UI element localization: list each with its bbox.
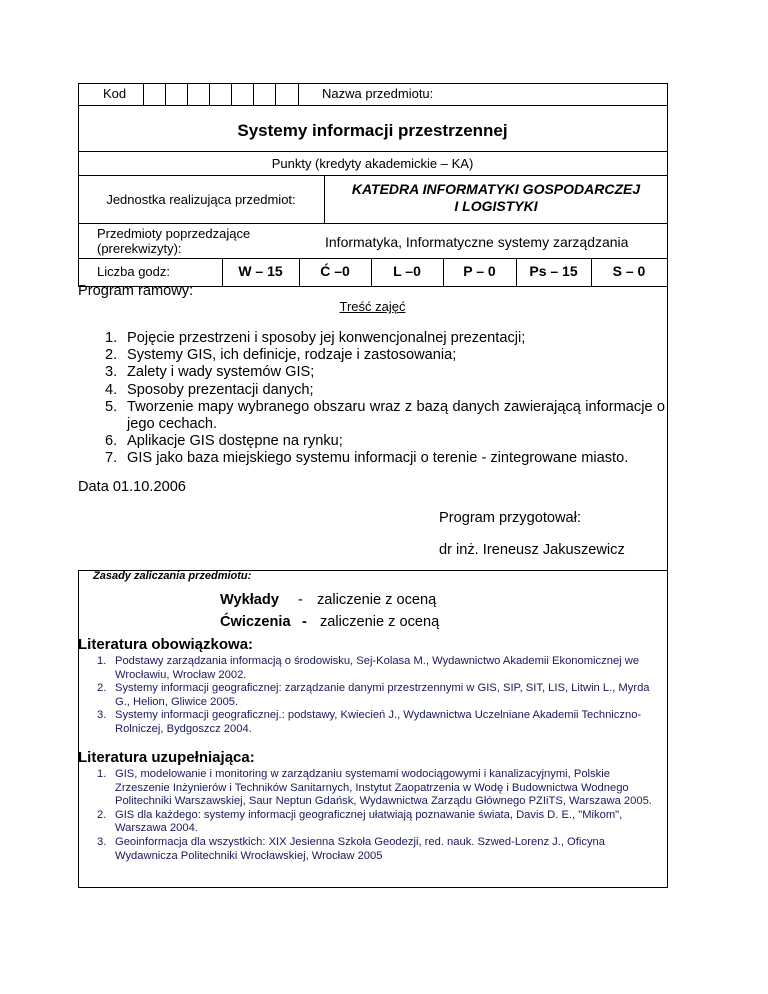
list-item: 2. Systemy GIS, ich definicje, rodzaje i zastosowania; bbox=[105, 347, 457, 364]
author: dr inż. Ireneusz Jakuszewicz bbox=[439, 542, 625, 558]
cwiczenia-dash: - bbox=[302, 614, 307, 630]
kod-boxes bbox=[143, 83, 299, 105]
list-item: 3. Zalety i wady systemów GIS; bbox=[105, 364, 315, 381]
frame-left-lower bbox=[78, 571, 79, 888]
list-item: 1. GIS, modelowanie i monitoring w zarządzaniu systemami wodociągowymi i kanalizacyjnymi, Polskie Zrzeszenie Inżynierów i Techników Sanitarnych, Instytut Zaopatrzenia w Wodę i Budownictwa Wodnego Politechniki Warszawskiej, Saur Neptun Gdańsk, Wydawnictwa Zarządu Głównego PZIiTS, Warszawa 2005. bbox=[97, 768, 652, 808]
wyklady-value: zaliczenie z oceną bbox=[317, 592, 437, 608]
cwiczenia-name: Ćwiczenia bbox=[220, 614, 291, 630]
row-divider bbox=[78, 175, 667, 176]
cwiczenia-value: zaliczenie z oceną bbox=[320, 614, 440, 630]
hours-label: Liczba godz: bbox=[97, 264, 170, 279]
hours-s: S – 0 bbox=[612, 263, 646, 279]
list-item: 2. GIS dla każdego: systemy informacji geograficznej ułatwiają poznawanie świata, Davis D. E., "Mikom", Warszawa 2004. bbox=[97, 808, 623, 835]
jednostka-label: Jednostka realizująca przedmiot: bbox=[106, 192, 296, 207]
hours-c: Ć –0 bbox=[320, 263, 350, 279]
jednostka-value-line1: KATEDRA INFORMATYKI GOSPODARCZEJ bbox=[351, 181, 641, 197]
hours-ps: Ps – 15 bbox=[529, 263, 578, 279]
list-item: 1. Podstawy zarządzania informacją o środowisku, Sej-Kolasa M., Wydawnictwo Akademii Ekonomicznej we Wrocławiu, Wrocław 2002. bbox=[97, 655, 640, 681]
list-item: 6. Aplikacje GIS dostępne na rynku; bbox=[105, 433, 343, 450]
program-label: Program ramowy: bbox=[78, 283, 194, 299]
list-item: 2. Systemy informacji geograficznej: zarządzanie danymi przestrzennymi w GIS, SIP, SIT, LIS, Litwin L., Myrda G., Helion, Gliwice 2005. bbox=[97, 682, 650, 708]
hours-l: L –0 bbox=[393, 263, 421, 279]
row-divider bbox=[78, 223, 667, 224]
prereq-label-line1: Przedmioty poprzedzające bbox=[97, 226, 251, 241]
list-item: 1. Pojęcie przestrzeni i sposoby jej konwencjonalnej prezentacji; bbox=[105, 330, 526, 346]
list-item: 3. Geoinformacja dla wszystkich: XIX Jesienna Szkoła Geodezji, red. nauk. Szwed-Lorenz J., Oficyna Wydawnicza Politechniki Wrocławskiej, Wrocław 2005 bbox=[97, 835, 605, 862]
list-item: 5. Tworzenie mapy wybranego obszaru wraz z bazą danych zawierającą informacje o jego cechach. bbox=[105, 398, 665, 433]
frame-right bbox=[667, 83, 668, 888]
list-item: 7. GIS jako baza miejskiego systemu informacji o terenie - zintegrowane miasto. bbox=[105, 450, 629, 467]
lit-uzupelniajaca-heading: Literatura uzupełniająca: bbox=[78, 749, 255, 766]
frame-bottom bbox=[78, 887, 668, 888]
course-title: Systemy informacji przestrzennej bbox=[237, 121, 508, 140]
program-list bbox=[105, 330, 665, 468]
nazwa-label: Nazwa przedmiotu: bbox=[322, 86, 434, 101]
prereq-label-line2: (prerekwizyty): bbox=[97, 241, 182, 256]
kod-label: Kod bbox=[103, 86, 127, 101]
zasady-label: Zasady zaliczania przedmiotu: bbox=[93, 570, 252, 582]
lit-uzupelniajaca-list bbox=[87, 768, 665, 863]
jednostka-value-line2: I LOGISTYKI bbox=[454, 198, 538, 214]
lit-obowiazkowa-list bbox=[87, 655, 665, 737]
row-divider bbox=[78, 151, 667, 152]
hours-w: W – 15 bbox=[238, 263, 283, 279]
prereq-value: Informatyka, Informatyczne systemy zarządzania bbox=[325, 234, 629, 250]
list-item: 3. Systemy informacji geograficznej.: podstawy, Kwiecień J., Wydawnictwa Uczelniane Akademii Techniczno-Rolniczej, Bydgoszcz 2004. bbox=[97, 709, 642, 735]
prepared-label: Program przygotował: bbox=[439, 510, 581, 526]
row-divider bbox=[78, 258, 667, 259]
list-item: 4. Sposoby prezentacji danych; bbox=[105, 381, 314, 398]
punkty-label: Punkty (kredyty akademickie – KA) bbox=[271, 156, 474, 171]
wyklady-dash: - bbox=[298, 592, 303, 608]
lit-obowiazkowa-heading: Literatura obowiązkowa: bbox=[78, 636, 254, 653]
date: Data 01.10.2006 bbox=[78, 479, 186, 495]
frame-left-upper bbox=[78, 83, 79, 287]
hours-p: P – 0 bbox=[463, 263, 496, 279]
tresc-label: Treść zajęć bbox=[339, 299, 406, 314]
row-divider bbox=[78, 105, 667, 106]
wyklady-name: Wykłady bbox=[220, 592, 279, 608]
